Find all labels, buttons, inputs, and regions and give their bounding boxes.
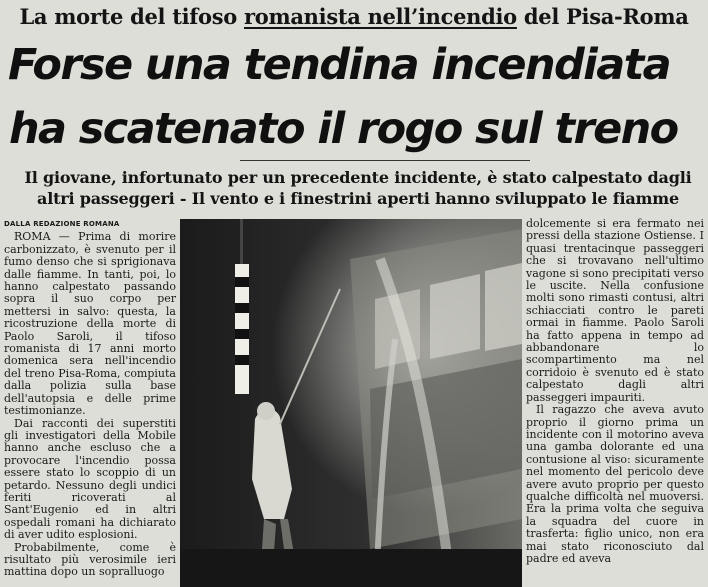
deck-line-1: Il giovane, infortunato per un precedente incidente, è stato calpestato dagli (24, 168, 692, 187)
headline-line-2: ha scatenato il rogo sul treno (9, 104, 678, 154)
news-photo (180, 219, 522, 587)
paragraph: Probabilmente, come è risultato più verosimile ieri mattina dopo un sopralluogo (4, 540, 176, 579)
article-column-right (526, 218, 704, 565)
deck-line-2: altri passeggeri - Il vento e i finestrini aperti hanno sviluppato le fiamme (37, 189, 679, 208)
headline-rule (240, 160, 530, 161)
article-column-left (4, 218, 176, 579)
photo-fire-scene (180, 219, 522, 587)
kicker-pre: La morte del tifoso (19, 4, 237, 29)
headline-line-1: Forse una tendina incendiata (8, 40, 671, 90)
byline: DALLA REDAZIONE ROMANA (4, 220, 120, 228)
paragraph: Dai racconti dei superstiti gli investigatori della Mobile hanno anche escluso che a provocare l'incendio possa essere stato lo scoppio di un petardo. Nessuno degli undici feriti ricoverati al Sant'Eugenio ed in altri ospedali romani ha dichiarato di aver udito esplosioni. (4, 416, 176, 542)
kicker (0, 4, 708, 29)
kicker-post: del Pisa-Roma (523, 4, 689, 29)
paragraph: ROMA — Prima di morire carbonizzato, è svenuto per il fumo denso che si sprigionava dalle fiamme. In tanti, poi, lo hanno calpestato passando sopra il suo corpo per mettersi in salvo: questa, la ricostruzione della morte di Paolo Saroli, il tifoso romanista di 17 anni morto domenica sera nell'incendio del treno Pisa-Roma, compiuta dalla polizia sulla base dell'autopsia e delle prime testimonianze. (4, 230, 176, 418)
kicker-underlined: romanista nell’incendio (243, 4, 517, 29)
paragraph: Il ragazzo che aveva avuto proprio il giorno prima un incidente con il motorino aveva una gamba dolorante ed una contusione al viso: sicuramente nel momento del pericolo deve avere avuto proprio per questo qualche difficoltà nel muoversi. Era la prima volta che seguiva la squadra del cuore in trasferta: figlio unico, non era mai stato riconosciuto dal padre ed aveva (526, 403, 704, 565)
paragraph: dolcemente si era fermato nei pressi della stazione Ostiense. I quasi trentacinque passeggeri che si trovavano nell'ultimo vagone si sono precipitati verso le uscite. Nella confusione molti sono rimasti contusi, altri schiacciati contro le pareti ormai in fiamme. Paolo Saroli ha fatto appena in tempo ad abbandonare lo scompartimento ma nel corridoio è svenuto ed è stato calpestato dagli altri passeggeri impauriti. (526, 217, 704, 404)
